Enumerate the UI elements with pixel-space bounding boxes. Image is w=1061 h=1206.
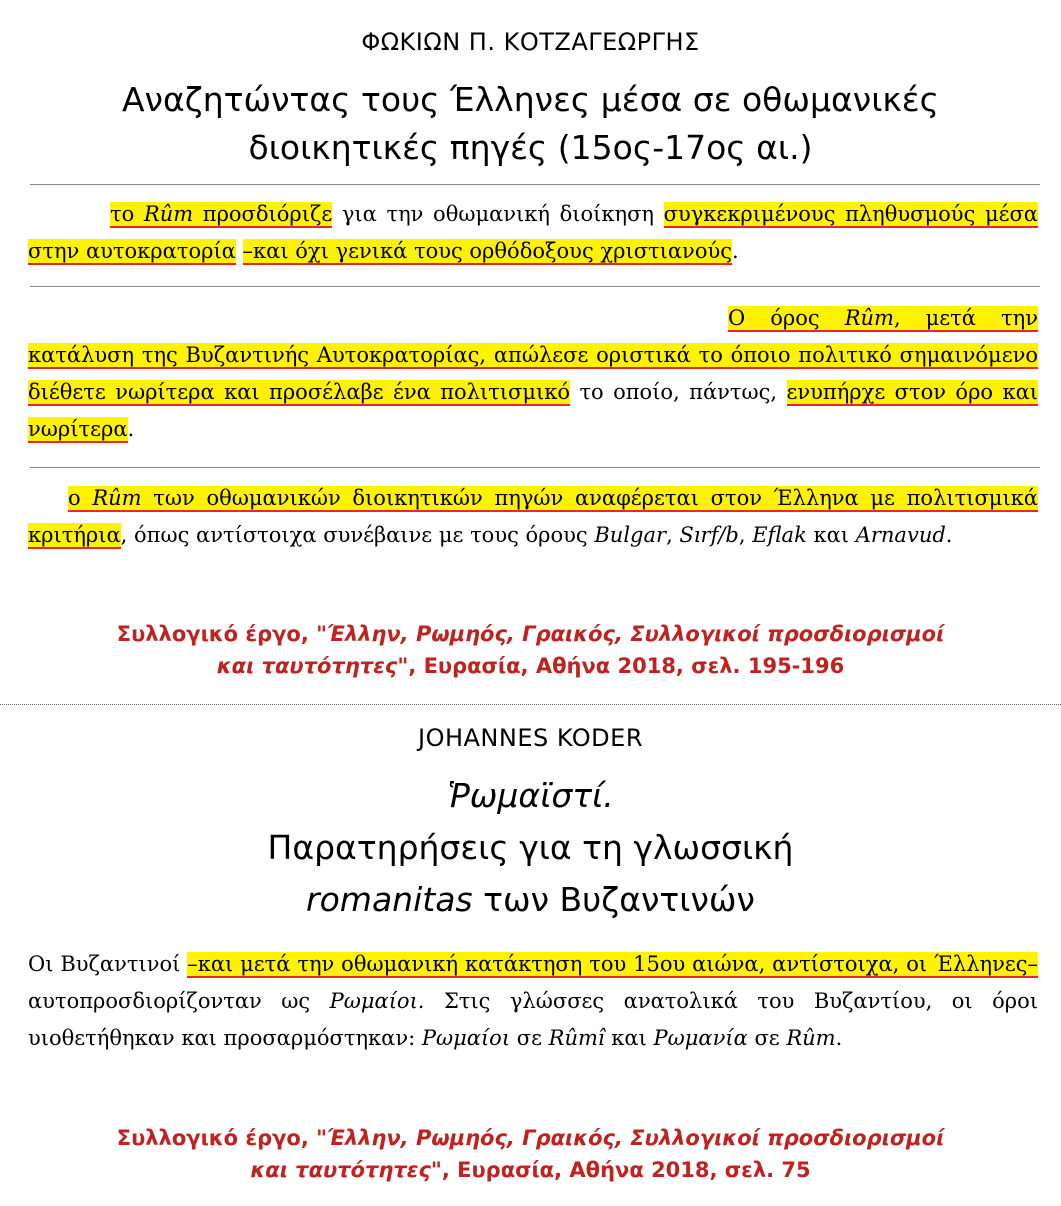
- highlight: ο Rûm των οθωμανικών διοικητικών πηγών αναφέρεται στον Έλληνα με πολιτισμικά κριτήρια: [28, 486, 1038, 547]
- highlight: –και μετά την οθωμανική κατάκτηση του 15ου αιώνα, αντίστοιχα, οι Έλληνες–: [187, 952, 1038, 976]
- author-kotzageorgis: ΦΩΚΙΩΝ Π. ΚΟΤΖΑΓΕΩΡΓΗΣ: [361, 28, 700, 56]
- divider: [30, 286, 1040, 287]
- title-line-3: romanitas των Βυζαντινών: [306, 880, 755, 919]
- divider: [30, 184, 1040, 185]
- section-separator: [0, 704, 1061, 705]
- excerpt-paragraph-2: Ο όρος Rûm, μετά την κατάλυση της Βυζαντινής Αυτοκρατορίας, απώλεσε οριστικά το όποιο πολιτικό σημαινόμενο διέθετε νωρίτερα και προσέλαβε ένα πολιτισμικό το οποίο, πάντως, ενυπήρχε στον όρο και νωρίτερα.: [28, 306, 1039, 441]
- highlight: συγκεκριμένους πληθυσμούς μέσα στην αυτοκρατορία: [28, 202, 1038, 263]
- author-koder: JOHANNES KODER: [417, 724, 643, 752]
- title-line-1: Αναζητώντας τους Έλληνες μέσα σε οθωμανικές: [121, 80, 940, 119]
- divider: [30, 467, 1040, 468]
- excerpt-paragraph-4: Οι Βυζαντινοί –και μετά την οθωμανική κατάκτηση του 15ου αιώνα, αντίστοιχα, οι Έλληνες– αυτοπροσδιορίζονταν ως Ρωμαίοι. Στις γλώσσες ανατολικά του Βυζαντίου, οι όροι υιοθετήθηκαν και προσαρμόστηκαν: Ρωμαίοι σε Rûmî και Ρωμανία σε Rûm.: [28, 952, 1038, 1050]
- highlight: –και όχι γενικά τους ορθόδοξους χριστιανούς: [242, 239, 732, 263]
- excerpt-paragraph-1: το Rûm προσδιόριζε για την οθωμανική διοίκηση συγκεκριμένους πληθυσμούς μέσα στην αυτοκρατορία –και όχι γενικά τους ορθόδοξους χριστιανούς.: [28, 202, 1038, 263]
- title-line-1: Ῥωμαϊστί.: [447, 776, 614, 815]
- title-line-2: Παρατηρήσεις για τη γλωσσική: [267, 828, 794, 867]
- highlight: το Rûm προσδιόριζε: [110, 202, 333, 226]
- highlight: ενυπήρχε στον όρο και νωρίτερα: [28, 380, 1039, 441]
- excerpt-paragraph-3: ο Rûm των οθωμανικών διοικητικών πηγών αναφέρεται στον Έλληνα με πολιτισμικά κριτήρια, όπως αντίστοιχα συνέβαινε με τους όρους Bulgar, Sırf/b, Eflak και Arnavud.: [28, 486, 1038, 547]
- citation-section2: Συλλογικό έργο, "Έλλην, Ρωμηός, Γραικός, Συλλογικοί προσδιορισμοί και ταυτότητες", Ευρασία, Αθήνα 2018, σελ. 75: [116, 1126, 945, 1182]
- title-section2: [0, 770, 1061, 926]
- title-line-2: διοικητικές πηγές (15ος-17ος αι.): [248, 128, 813, 167]
- citation-section1: Συλλογικό έργο, "Έλλην, Ρωμηός, Γραικός, Συλλογικοί προσδιορισμοί και ταυτότητες", Ευρασία, Αθήνα 2018, σελ. 195-196: [116, 622, 945, 678]
- highlight: Ο όρος Rûm, μετά την κατάλυση της Βυζαντινής Αυτοκρατορίας, απώλεσε οριστικά το όποιο πολιτικό σημαινόμενο διέθετε νωρίτερα και προσέλαβε ένα πολιτισμικό: [28, 306, 1038, 404]
- title-section1: [0, 76, 1061, 172]
